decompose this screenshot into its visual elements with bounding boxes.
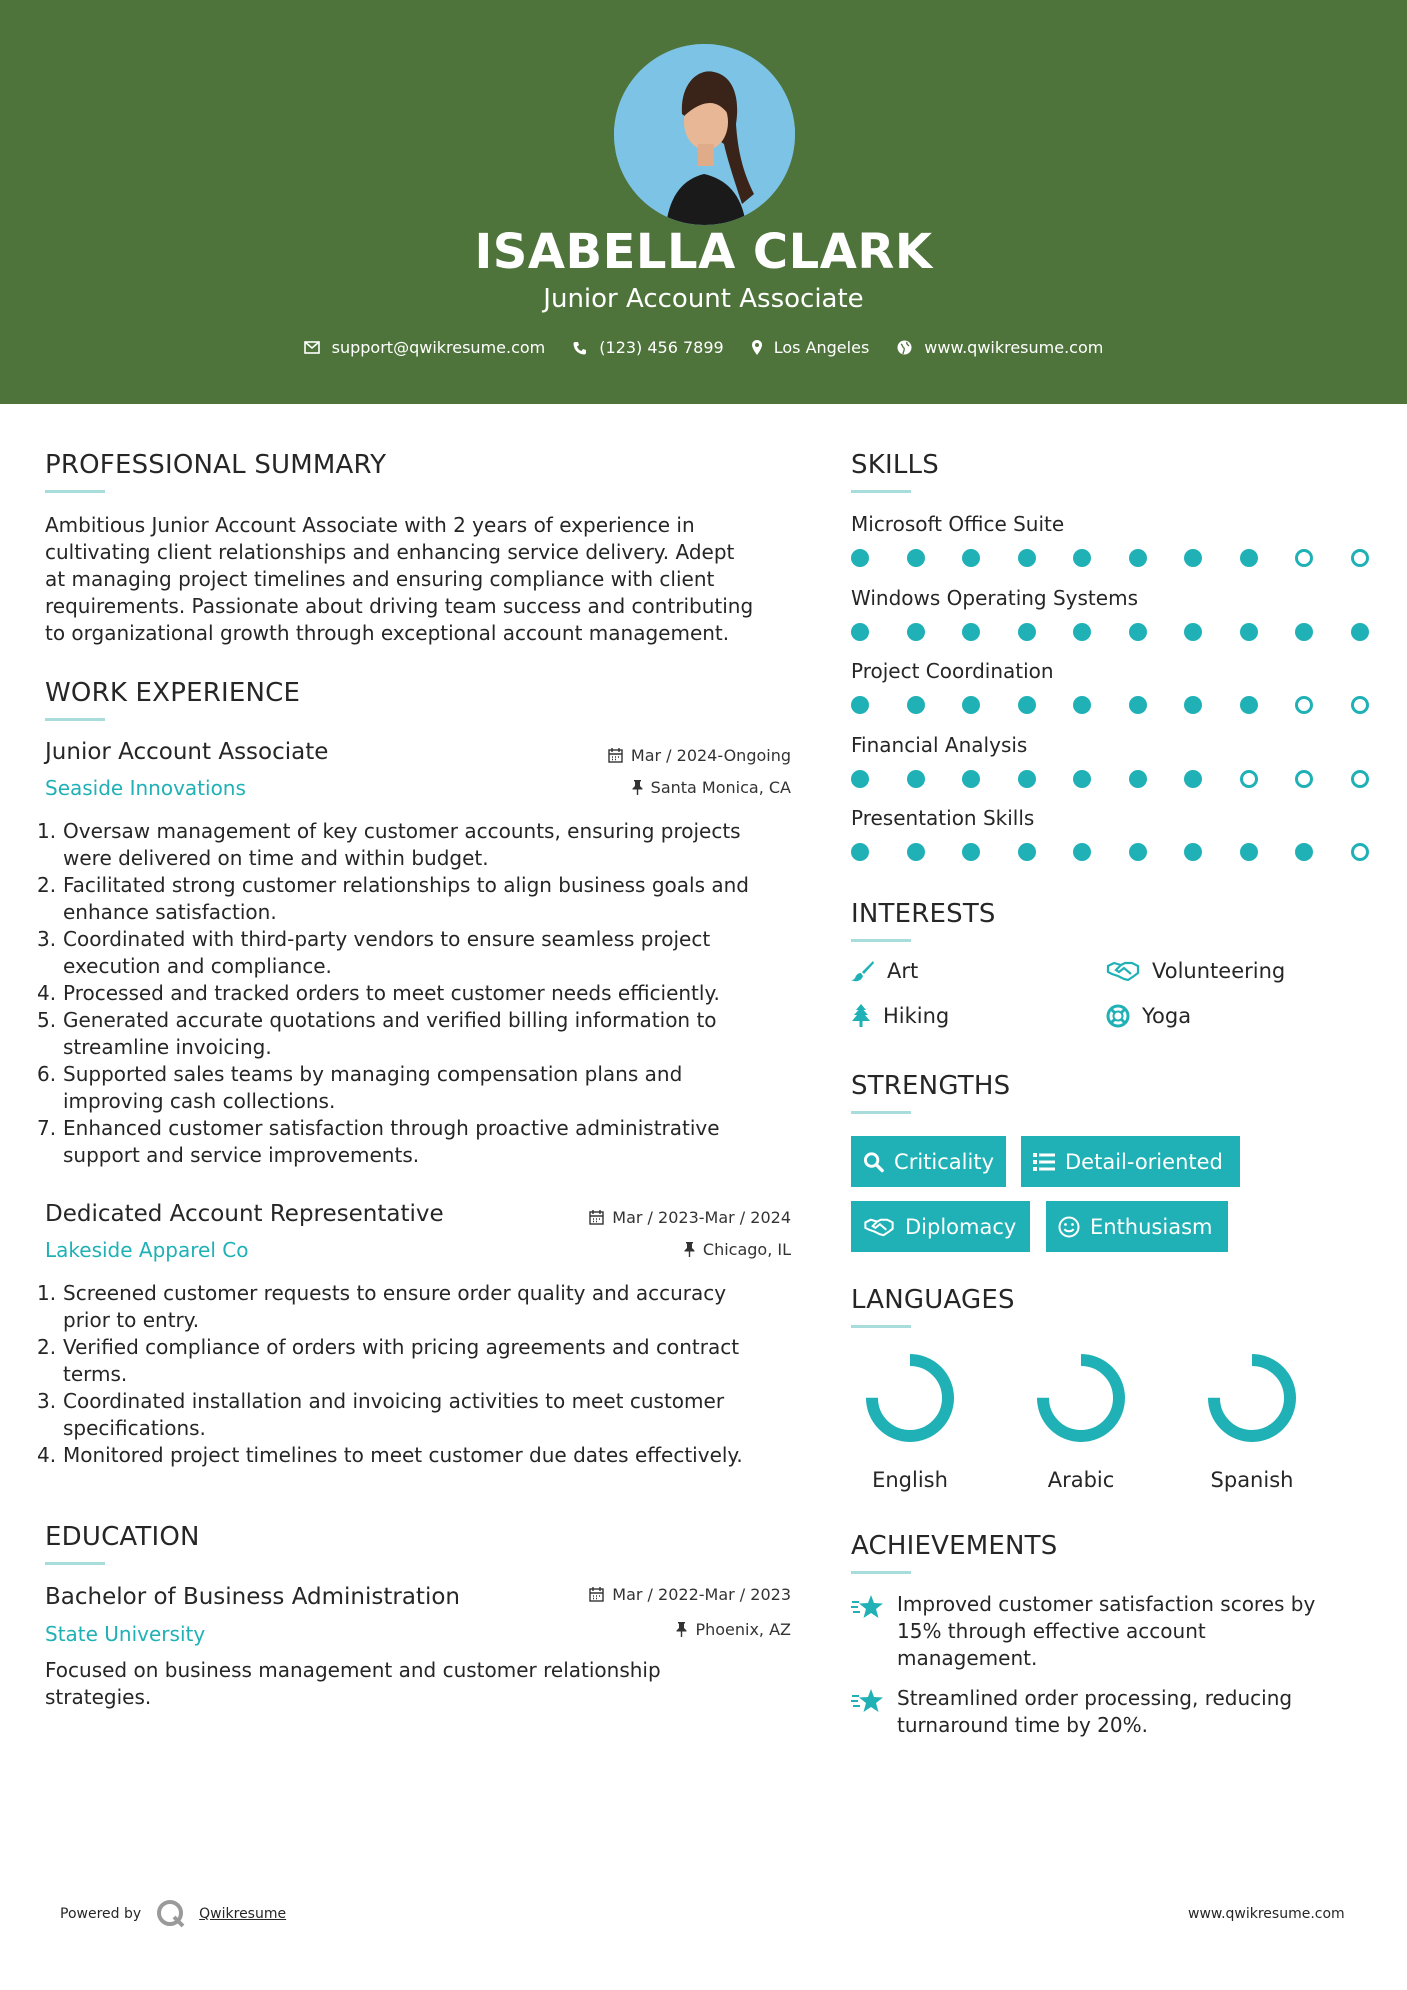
website-text: www.qwikresume.com	[924, 338, 1104, 357]
skill-name: Windows Operating Systems	[851, 585, 1138, 610]
rating-dot-filled	[851, 696, 869, 714]
company-name: Seaside Innovations	[45, 776, 246, 800]
language-item	[1182, 1352, 1322, 1492]
rating-dot-filled	[907, 623, 925, 641]
job-dates: Mar / 2023-Mar / 2024	[520, 1208, 791, 1227]
rating-dot-filled	[1129, 696, 1147, 714]
rating-dot-filled	[1018, 770, 1036, 788]
section-underline	[45, 718, 105, 721]
pushpin-icon	[632, 780, 643, 795]
globe-icon	[897, 340, 912, 355]
smile-icon	[1058, 1216, 1080, 1238]
rating-dot-filled	[962, 549, 980, 567]
pushpin-icon	[684, 1242, 695, 1257]
list-item: 7. Enhanced customer satisfaction through proactive administrative support and service improvements.	[37, 1116, 720, 1167]
skill-rating	[851, 696, 1406, 714]
job-title: Junior Account Associate	[45, 739, 329, 765]
strengths-heading: STRENGTHS	[851, 1071, 1011, 1101]
header-banner	[0, 0, 1407, 404]
rating-dot-filled	[1073, 696, 1091, 714]
summary-text: Ambitious Junior Account Associate with 2 years of experience in cultivating client relationships and enhancing service delivery. Adept at managing project timelines and ensuring compliance with client requirements. Passionate about driving team success and contributing to organizational growth through exceptional account management.	[45, 513, 754, 645]
list-item: 3. Coordinated with third-party vendors to ensure seamless project execution and compliance.	[37, 927, 711, 978]
candidate-title: Junior Account Associate	[543, 284, 864, 314]
language-progress-arc	[872, 1360, 948, 1436]
list-icon	[1033, 1153, 1055, 1171]
strength-tag-criticality: Criticality	[851, 1136, 1006, 1187]
languages-heading: LANGUAGES	[851, 1285, 1015, 1315]
list-item: 2. Verified compliance of orders with pricing agreements and contract terms.	[37, 1335, 740, 1386]
rating-dot-filled	[1240, 549, 1258, 567]
calendar-icon	[589, 1210, 604, 1225]
skill-rating	[851, 843, 1406, 861]
rating-dot-filled	[1018, 549, 1036, 567]
rating-dot-filled	[1184, 549, 1202, 567]
company-name: Lakeside Apparel Co	[45, 1238, 249, 1262]
rating-dot-filled	[1184, 696, 1202, 714]
education-location: Phoenix, AZ	[520, 1620, 791, 1639]
job-title: Dedicated Account Representative	[45, 1201, 444, 1227]
rating-dot-filled	[907, 843, 925, 861]
rating-dot-empty	[1351, 843, 1369, 861]
interest-volunteering: Volunteering	[1106, 959, 1285, 983]
pushpin-icon	[676, 1622, 687, 1637]
skill-rating	[851, 623, 1406, 641]
email-text: support@qwikresume.com	[331, 338, 546, 357]
rating-dot-filled	[907, 770, 925, 788]
experience-heading: WORK EXPERIENCE	[45, 678, 301, 708]
section-underline	[851, 1571, 911, 1574]
contact-email[interactable]	[304, 338, 546, 357]
rating-dot-filled	[1129, 623, 1147, 641]
map-pin-icon	[752, 340, 762, 355]
candidate-name: ISABELLA CLARK	[474, 224, 933, 280]
section-underline	[45, 1562, 105, 1565]
language-label: Arabic	[1047, 1468, 1115, 1492]
contact-location	[752, 338, 870, 357]
job-location: Chicago, IL	[520, 1240, 791, 1259]
rating-dot-filled	[1018, 696, 1036, 714]
rating-dot-filled	[907, 549, 925, 567]
rating-dot-filled	[1073, 843, 1091, 861]
language-item	[1011, 1352, 1151, 1492]
rating-dot-empty	[1351, 549, 1369, 567]
calendar-icon	[608, 748, 623, 763]
language-progress-arc	[1214, 1360, 1290, 1436]
rating-dot-empty	[1295, 549, 1313, 567]
location-text: Los Angeles	[773, 338, 870, 357]
list-item: 3. Coordinated installation and invoicing activities to meet customer specifications.	[37, 1389, 725, 1440]
tree-icon	[851, 1004, 871, 1028]
language-progress-arc	[1043, 1360, 1119, 1436]
skill-rating	[851, 549, 1406, 567]
footer-powered-by: Powered by Qwikresume	[60, 1898, 286, 1930]
strength-tag-detail-oriented: Detail-oriented	[1021, 1136, 1240, 1187]
rating-dot-filled	[962, 623, 980, 641]
star-icon	[851, 1687, 885, 1715]
language-item	[840, 1352, 980, 1492]
rating-dot-empty	[1351, 770, 1369, 788]
rating-dot-filled	[851, 770, 869, 788]
language-progress-ring	[840, 1352, 980, 1444]
list-item: 4. Monitored project timelines to meet customer due dates effectively.	[37, 1443, 743, 1467]
rating-dot-empty	[1295, 696, 1313, 714]
phone-text: (123) 456 7899	[599, 338, 724, 357]
qwikresume-logo-icon	[155, 1898, 187, 1930]
rating-dot-filled	[851, 623, 869, 641]
rating-dot-filled	[1240, 696, 1258, 714]
qwikresume-link[interactable]: Qwikresume	[199, 1906, 287, 1922]
interest-hiking: Hiking	[851, 1004, 949, 1028]
footer-website[interactable]: www.qwikresume.com	[1188, 1906, 1345, 1922]
job-duties	[37, 818, 815, 1169]
job-duties	[37, 1280, 815, 1469]
rating-dot-filled	[1184, 843, 1202, 861]
achievement-item: Improved customer satisfaction scores by 15% through effective account management.	[851, 1591, 1371, 1672]
rating-dot-filled	[1295, 843, 1313, 861]
list-item: 2. Facilitated strong customer relationships to align business goals and enhance satisfaction.	[37, 873, 749, 924]
interest-yoga: Yoga	[1106, 1004, 1191, 1028]
skills-heading: SKILLS	[851, 450, 939, 480]
skill-name: Presentation Skills	[851, 806, 1035, 830]
rating-dot-filled	[851, 843, 869, 861]
rating-dot-filled	[1184, 770, 1202, 788]
strength-tag-diplomacy: Diplomacy	[851, 1201, 1030, 1252]
rating-dot-filled	[1073, 770, 1091, 788]
section-underline	[851, 490, 911, 493]
rating-dot-filled	[1240, 843, 1258, 861]
rating-dot-filled	[1351, 623, 1369, 641]
section-underline	[45, 490, 105, 493]
education-heading: EDUCATION	[45, 1522, 200, 1552]
rating-dot-filled	[1073, 623, 1091, 641]
contact-website[interactable]	[897, 338, 1103, 357]
job-dates: Mar / 2024-Ongoing	[520, 746, 791, 765]
section-underline	[851, 1111, 911, 1114]
rating-dot-filled	[1184, 623, 1202, 641]
skill-name: Financial Analysis	[851, 732, 1028, 757]
rating-dot-filled	[1073, 549, 1091, 567]
interests-heading: INTERESTS	[851, 899, 996, 929]
interest-art: Art	[851, 959, 918, 983]
paintbrush-icon	[851, 960, 875, 982]
list-item: 1. Screened customer requests to ensure order quality and accuracy prior to entry.	[37, 1281, 727, 1332]
skill-rating	[851, 770, 1406, 788]
handshake-icon	[863, 1217, 895, 1237]
star-icon	[851, 1593, 885, 1621]
rating-dot-empty	[1295, 770, 1313, 788]
rating-dot-filled	[851, 549, 869, 567]
profile-photo	[614, 44, 795, 225]
skill-name: Project Coordination	[851, 659, 1054, 683]
list-item: 1. Oversaw management of key customer accounts, ensuring projects were delivered on time and within budget.	[37, 819, 741, 870]
language-label: English	[872, 1468, 948, 1492]
handshake-icon	[1106, 960, 1140, 982]
rating-dot-filled	[962, 843, 980, 861]
language-progress-ring	[1182, 1352, 1322, 1444]
rating-dot-filled	[1129, 843, 1147, 861]
education-description: Focused on business management and customer relationship strategies.	[45, 1658, 661, 1709]
achievement-item: Streamlined order processing, reducing turnaround time by 20%.	[851, 1685, 1371, 1739]
rating-dot-filled	[1240, 623, 1258, 641]
lifering-icon	[1106, 1004, 1130, 1028]
search-icon	[863, 1151, 884, 1173]
summary-heading: PROFESSIONAL SUMMARY	[45, 450, 387, 480]
rating-dot-empty	[1351, 696, 1369, 714]
school-name: State University	[45, 1622, 206, 1646]
job-location: Santa Monica, CA	[520, 778, 791, 797]
contact-bar	[0, 338, 1407, 357]
calendar-icon	[589, 1587, 604, 1602]
phone-icon	[573, 341, 587, 355]
contact-phone[interactable]	[573, 338, 723, 357]
rating-dot-filled	[962, 696, 980, 714]
section-underline	[851, 939, 911, 942]
language-label: Spanish	[1210, 1468, 1294, 1492]
rating-dot-filled	[1129, 770, 1147, 788]
education-dates: Mar / 2022-Mar / 2023	[520, 1585, 791, 1604]
list-item: 4. Processed and tracked orders to meet customer needs efficiently.	[37, 981, 720, 1005]
list-item: 5. Generated accurate quotations and verified billing information to streamline invoicing.	[37, 1008, 717, 1059]
rating-dot-filled	[1129, 549, 1147, 567]
degree-title: Bachelor of Business Administration	[45, 1584, 460, 1610]
language-progress-ring	[1011, 1352, 1151, 1444]
rating-dot-filled	[1295, 623, 1313, 641]
rating-dot-filled	[907, 696, 925, 714]
skill-name: Microsoft Office Suite	[851, 512, 1065, 536]
rating-dot-filled	[962, 770, 980, 788]
envelope-icon	[304, 341, 320, 354]
rating-dot-empty	[1240, 770, 1258, 788]
rating-dot-filled	[1018, 623, 1036, 641]
section-underline	[851, 1325, 911, 1328]
rating-dot-filled	[1018, 843, 1036, 861]
achievements-heading: ACHIEVEMENTS	[851, 1531, 1058, 1561]
strength-tag-enthusiasm: Enthusiasm	[1046, 1201, 1228, 1252]
list-item: 6. Supported sales teams by managing compensation plans and improving cash collections.	[37, 1062, 683, 1113]
